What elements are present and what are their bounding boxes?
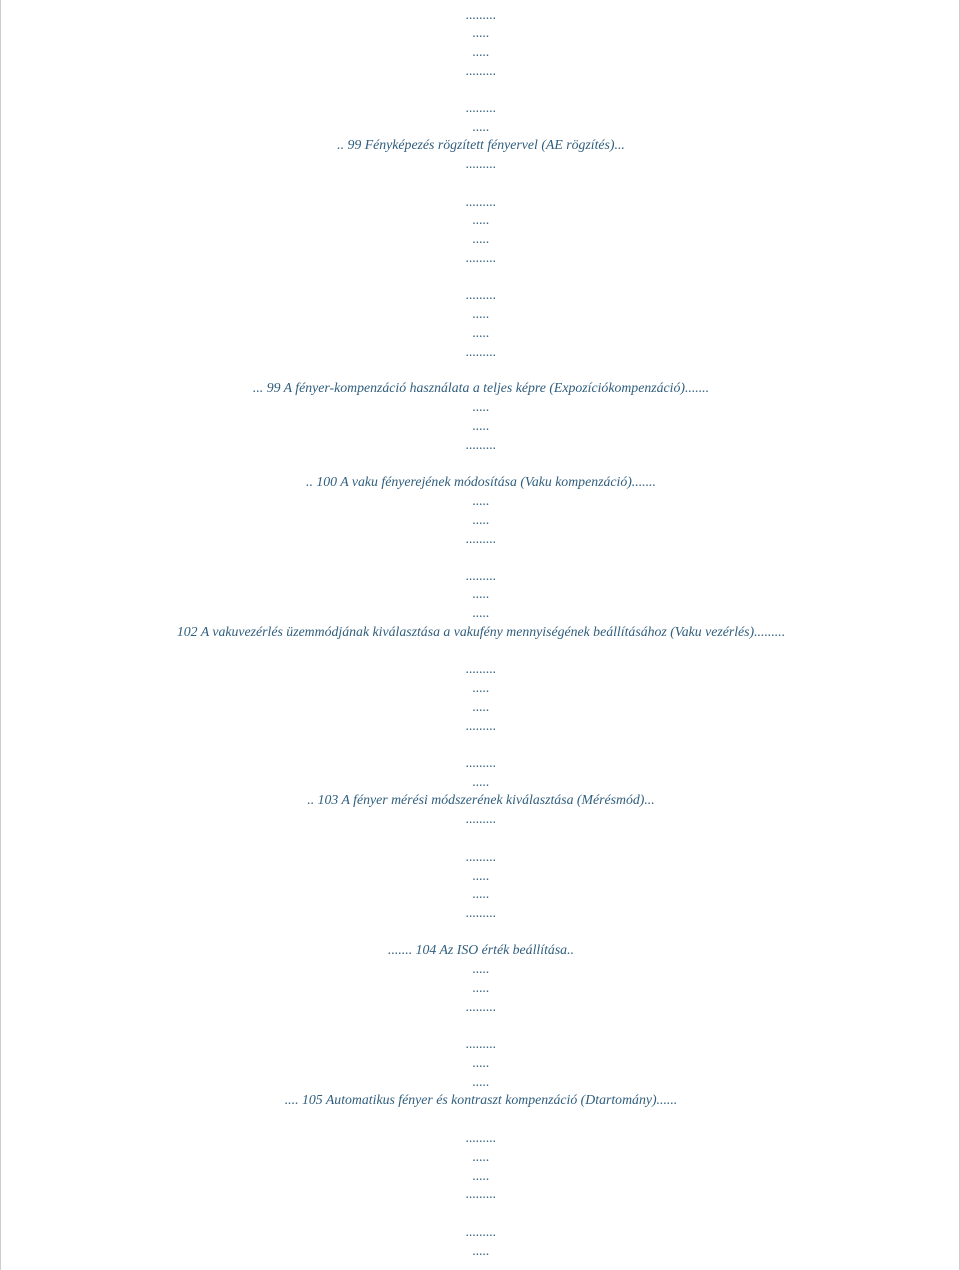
dot-leader: ..... [472, 512, 490, 527]
dot-leader: ......... [465, 1224, 497, 1239]
dot-leader: ..... [472, 493, 490, 508]
dot-leader: ......... [465, 156, 497, 171]
dot-leader: ..... [472, 119, 490, 134]
dot-leader: ......... [465, 531, 497, 546]
dot-leader: ..... [472, 586, 490, 601]
dot-leader: ..... [472, 212, 490, 227]
dot-leader: ..... [472, 680, 490, 695]
dot-leader: ..... [472, 1243, 490, 1258]
dot-leader: ......... [465, 194, 497, 209]
dot-leader: ......... [465, 718, 497, 733]
dot-leader: ..... [472, 325, 490, 340]
dot-leader: ..... [472, 980, 490, 995]
dot-leader: ......... [465, 63, 497, 78]
dot-leader: ......... [465, 344, 497, 359]
dot-leader: ......... [465, 250, 497, 265]
dot-leader: ......... [465, 905, 497, 920]
dot-leader: ..... [472, 774, 490, 789]
toc-entry-100-flash-compensation: .. 100 A vaku fényerejének módosítása (Vaku kompenzáció)....... [306, 474, 656, 489]
dot-leader: ......... [465, 811, 497, 826]
toc-entry-104-iso-setting: ....... 104 Az ISO érték beállítása.. [388, 942, 574, 957]
dot-leader: ......... [465, 755, 497, 770]
dot-leader: ......... [465, 999, 497, 1014]
toc-entry-105-d-range: .... 105 Automatikus fényer és kontraszt kompenzáció (Dtartomány)...... [284, 1092, 678, 1107]
dot-leader: ......... [465, 1130, 497, 1145]
dot-leader: ..... [472, 306, 490, 321]
toc-entry-99-ae-lock: .. 99 Fényképezés rögzített fényervel (AE rögzítés)... [337, 137, 625, 152]
dot-leader: ......... [465, 1186, 497, 1201]
dot-leader: ......... [465, 100, 497, 115]
toc-entry-99-exposure-compensation: ... 99 A fényer-kompenzáció használata a teljes képre (Expozíciókompenzáció)....... [252, 380, 710, 395]
dot-leader: ..... [472, 231, 490, 246]
dot-leader: ..... [472, 1074, 490, 1089]
dot-leader: ..... [472, 1168, 490, 1183]
dot-leader: ......... [465, 661, 497, 676]
dot-leader: ......... [465, 568, 497, 583]
dot-leader: ......... [465, 437, 497, 452]
dot-leader: ..... [472, 399, 490, 414]
toc-entry-103-metering-mode: .. 103 A fényer mérési módszerének kiválasztása (Mérésmód)... [307, 792, 655, 807]
dot-leader: ......... [465, 287, 497, 302]
dot-leader: ..... [472, 868, 490, 883]
dot-leader: ......... [465, 1036, 497, 1051]
dot-leader: ......... [465, 849, 497, 864]
dot-leader: ..... [472, 25, 490, 40]
dot-leader: ......... [465, 7, 497, 22]
dot-leader: ..... [472, 886, 490, 901]
dot-leader: ..... [472, 1055, 490, 1070]
dot-leader: ..... [472, 605, 490, 620]
toc-entry-102-flash-control: 102 A vakuvezérlés üzemmódjának kiválasztása a vakufény mennyiségének beállításához (Vaku vezérlés)......... [176, 624, 786, 639]
dot-leader: ..... [472, 961, 490, 976]
dot-leader: ..... [472, 44, 490, 59]
dot-leader: ..... [472, 699, 490, 714]
dot-leader: ..... [472, 1149, 490, 1164]
dot-leader: ..... [472, 418, 490, 433]
